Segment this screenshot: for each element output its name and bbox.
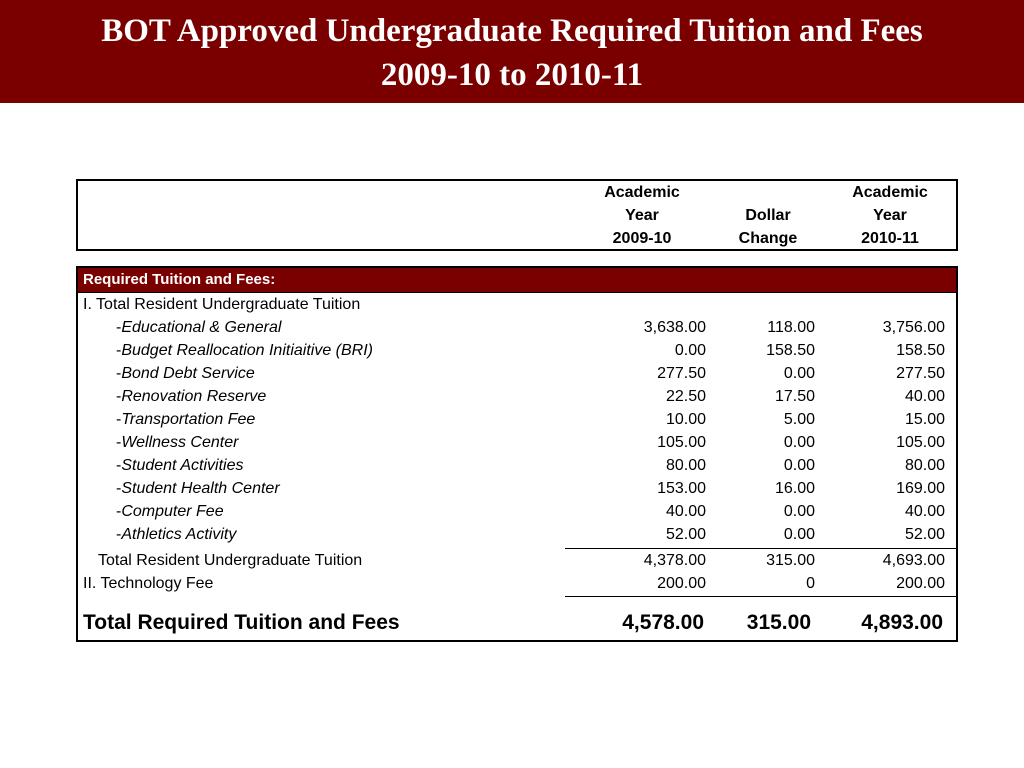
col-header-dollar-change [718, 181, 818, 250]
item-label [116, 477, 280, 500]
value-2009-10: 3,638.00 [643, 319, 706, 336]
value-2010-11: 15.00 [904, 411, 945, 428]
value-2010-11: 4,693.00 [882, 552, 945, 569]
value-2010-11: 80.00 [904, 457, 945, 474]
value-2010-11: 40.00 [904, 503, 945, 520]
value-2009-10: 80.00 [665, 457, 706, 474]
item-dash: - [116, 434, 122, 451]
value-2009-10: 4,378.00 [643, 552, 706, 569]
value-change: 0 [806, 575, 815, 592]
item-label [116, 523, 236, 546]
value-2009-10: 40.00 [665, 503, 706, 520]
value-2010-11: 158.50 [896, 342, 945, 359]
value-2010-11: 52.00 [904, 526, 945, 543]
tech-fee-row [78, 572, 956, 595]
item-label [116, 362, 255, 385]
table-row [78, 454, 956, 477]
item-dash: - [116, 342, 122, 359]
value-change: 0.00 [783, 457, 815, 474]
page-title: BOT Approved Undergraduate Required Tuition and Fees [101, 13, 923, 49]
item-name: Wellness Center [121, 434, 239, 451]
value-change: 118.00 [767, 319, 815, 336]
column-header-box [76, 179, 958, 251]
col-header-line: Year [873, 207, 907, 224]
item-dash: - [116, 388, 122, 405]
section-label: Required Tuition and Fees: [83, 271, 276, 288]
col-header-line: Year [625, 207, 659, 224]
value-2009-10: 153.00 [657, 480, 706, 497]
value-2010-11: 277.50 [896, 365, 945, 382]
col-header-line: 2010-11 [861, 230, 919, 247]
tech-fee-label: II. Technology Fee [83, 575, 214, 592]
value-change: 16.00 [774, 480, 815, 497]
value-2009-10: 22.50 [665, 388, 706, 405]
item-dash: - [116, 457, 122, 474]
table-row [78, 362, 956, 385]
value-2009-10: 0.00 [674, 342, 706, 359]
col-header-line: Dollar [745, 207, 791, 224]
value-2009-10: 105.00 [657, 434, 706, 451]
total-2009-10: 4,578.00 [622, 611, 704, 634]
item-label [116, 408, 255, 431]
table-row [78, 431, 956, 454]
table-row [78, 316, 956, 339]
table-row [78, 523, 956, 546]
item-name: Educational & General [121, 319, 282, 336]
item-dash: - [116, 503, 122, 520]
value-change: 315.00 [766, 552, 815, 569]
item-dash: - [116, 319, 122, 336]
value-2010-11: 3,756.00 [882, 319, 945, 336]
total-rule [565, 596, 956, 597]
value-2009-10: 10.00 [665, 411, 706, 428]
value-change: 0.00 [783, 434, 815, 451]
table-row [78, 385, 956, 408]
value-change: 158.50 [766, 342, 815, 359]
item-name: Athletics Activity [121, 526, 237, 543]
value-2010-11: 105.00 [896, 434, 945, 451]
total-2010-11: 4,893.00 [861, 611, 943, 634]
item-label [116, 316, 281, 339]
item-name: Bond Debt Service [121, 365, 255, 382]
fees-table [76, 266, 958, 642]
col-header-line: Academic [852, 184, 928, 201]
group-label: I. Total Resident Undergraduate Tuition [83, 296, 361, 313]
item-label [116, 454, 243, 477]
value-2010-11: 169.00 [896, 480, 945, 497]
col-header-2010-11 [830, 181, 950, 250]
item-dash: - [116, 411, 122, 428]
subtotal-row [78, 549, 956, 572]
item-dash: - [116, 365, 122, 382]
item-dash: - [116, 480, 122, 497]
group-row [78, 293, 956, 316]
item-dash: - [116, 526, 122, 543]
page-subtitle: 2009-10 to 2010-11 [380, 57, 644, 93]
total-change: 315.00 [746, 611, 811, 634]
item-name: Student Activities [121, 457, 244, 474]
col-header-line [718, 181, 818, 204]
col-header-line: Academic [604, 184, 680, 201]
value-2010-11: 200.00 [896, 575, 945, 592]
item-name: Computer Fee [121, 503, 224, 520]
item-label [116, 431, 238, 454]
item-label [116, 385, 266, 408]
item-label [116, 339, 373, 362]
value-2009-10: 52.00 [665, 526, 706, 543]
value-change: 5.00 [783, 411, 815, 428]
col-header-line: Change [738, 230, 798, 247]
table-row [78, 500, 956, 523]
item-name: Budget Reallocation Initiaitive (BRI) [121, 342, 374, 359]
value-2009-10: 200.00 [657, 575, 706, 592]
value-2010-11: 40.00 [904, 388, 945, 405]
title-banner [0, 0, 1024, 103]
col-header-2009-10 [578, 181, 706, 250]
subtotal-label: Total Resident Undergraduate Tuition [98, 552, 363, 569]
value-change: 17.50 [774, 388, 815, 405]
col-header-line: 2009-10 [612, 230, 672, 247]
section-header [78, 268, 956, 293]
table-row [78, 477, 956, 500]
value-change: 0.00 [783, 365, 815, 382]
item-name: Renovation Reserve [121, 388, 267, 405]
total-label: Total Required Tuition and Fees [83, 611, 400, 634]
item-label [116, 500, 224, 523]
item-name: Student Health Center [121, 480, 280, 497]
value-change: 0.00 [783, 526, 815, 543]
value-2009-10: 277.50 [657, 365, 706, 382]
item-name: Transportation Fee [121, 411, 256, 428]
table-row [78, 408, 956, 431]
table-row [78, 339, 956, 362]
value-change: 0.00 [783, 503, 815, 520]
total-row [78, 608, 956, 638]
